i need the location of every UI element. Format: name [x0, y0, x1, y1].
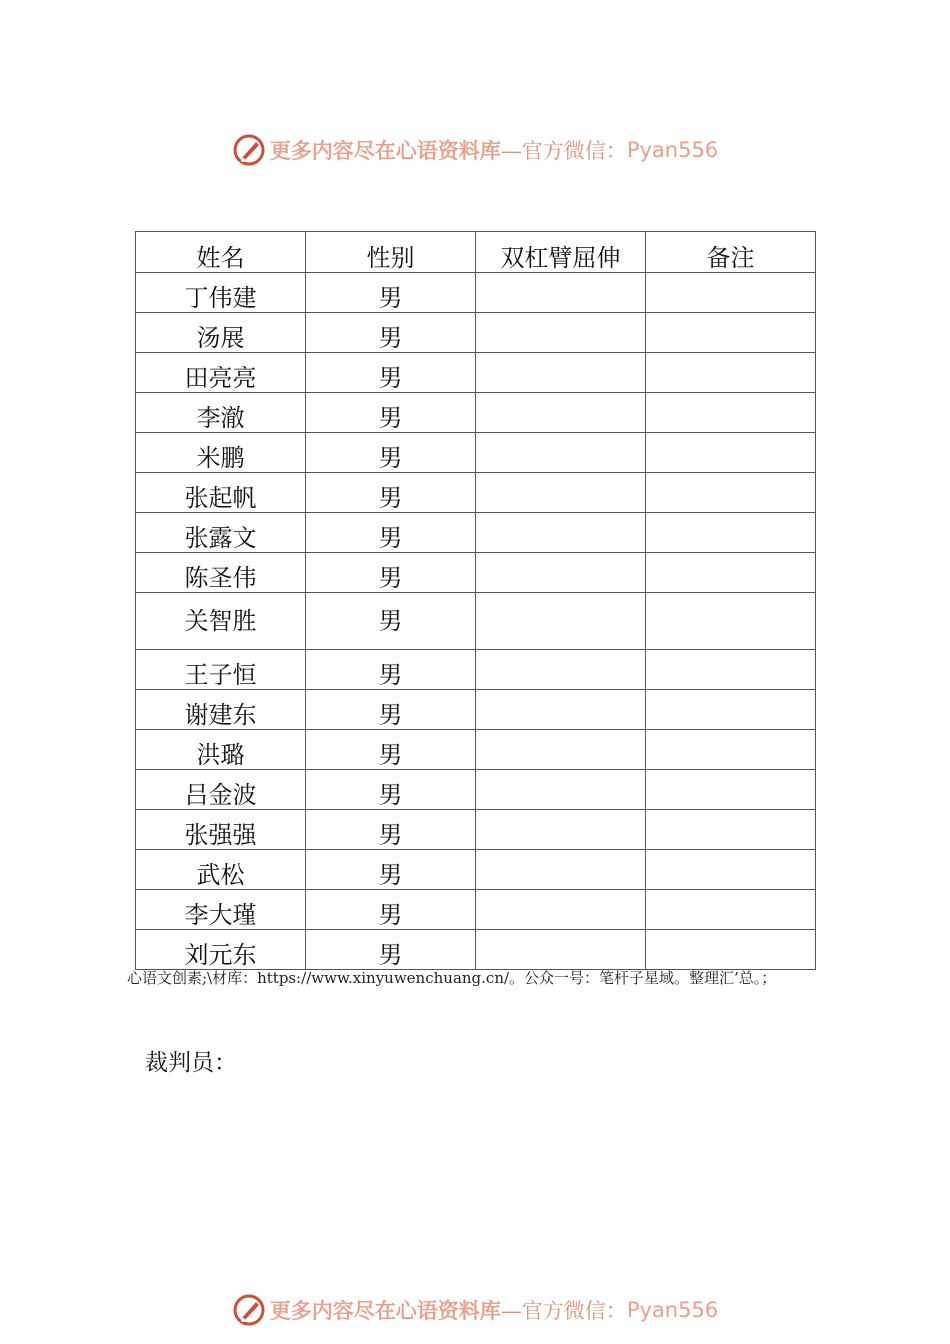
pen-logo-icon — [232, 1293, 266, 1327]
table-row — [136, 850, 816, 890]
table-row — [136, 930, 816, 970]
remarks-cell — [646, 730, 816, 770]
table-row — [136, 473, 816, 513]
remarks-cell — [646, 690, 816, 730]
name-cell: 张起帆 — [136, 473, 306, 513]
remarks-cell — [646, 593, 816, 650]
gender-cell: 男 — [306, 353, 476, 393]
dips-cell — [476, 890, 646, 930]
gender-cell: 男 — [306, 650, 476, 690]
dips-cell — [476, 553, 646, 593]
table-row — [136, 690, 816, 730]
name-cell: 张露文 — [136, 513, 306, 553]
name-cell: 李澈 — [136, 393, 306, 433]
remarks-cell — [646, 433, 816, 473]
dips-cell — [476, 810, 646, 850]
name-cell: 汤展 — [136, 313, 306, 353]
dips-cell — [476, 273, 646, 313]
name-cell: 王子恒 — [136, 650, 306, 690]
banner-sub-text: —官方微信： — [500, 1299, 627, 1323]
dips-cell — [476, 690, 646, 730]
gender-cell: 男 — [306, 273, 476, 313]
gender-cell: 男 — [306, 393, 476, 433]
remarks-cell — [646, 513, 816, 553]
banner-sub-text: —官方微信： — [500, 139, 627, 163]
table-row — [136, 393, 816, 433]
table-header-row — [136, 232, 816, 273]
name-cell: 刘元东 — [136, 930, 306, 970]
banner-wechat-id: Pyan556 — [626, 1298, 719, 1322]
table-row — [136, 593, 816, 650]
name-cell: 田亮亮 — [136, 353, 306, 393]
gender-cell: 男 — [306, 313, 476, 353]
dips-cell — [476, 393, 646, 433]
table-row — [136, 730, 816, 770]
referee-label: 裁判员： — [145, 1050, 237, 1076]
gender-cell: 男 — [306, 473, 476, 513]
remarks-cell — [646, 810, 816, 850]
remarks-cell — [646, 393, 816, 433]
footer-banner — [0, 1290, 950, 1330]
gender-cell: 男 — [306, 770, 476, 810]
roster-body — [136, 273, 816, 970]
dips-cell — [476, 930, 646, 970]
remarks-cell — [646, 890, 816, 930]
remarks-cell — [646, 273, 816, 313]
name-cell: 关智胜 — [136, 593, 306, 650]
name-cell: 洪璐 — [136, 730, 306, 770]
name-cell: 张强强 — [136, 810, 306, 850]
banner-main-text: 更多内容尽在心语资料库 — [269, 138, 501, 163]
table-row — [136, 553, 816, 593]
dips-cell — [476, 850, 646, 890]
dips-cell — [476, 593, 646, 650]
name-cell: 李大瑾 — [136, 890, 306, 930]
dips-cell — [476, 433, 646, 473]
name-cell: 陈圣伟 — [136, 553, 306, 593]
remarks-cell — [646, 850, 816, 890]
remarks-cell — [646, 650, 816, 690]
table-row — [136, 770, 816, 810]
remarks-cell — [646, 313, 816, 353]
remarks-cell — [646, 930, 816, 970]
dips-cell — [476, 650, 646, 690]
remarks-cell — [646, 473, 816, 513]
table-row — [136, 513, 816, 553]
remarks-cell — [646, 353, 816, 393]
name-cell: 吕金波 — [136, 770, 306, 810]
dips-cell — [476, 730, 646, 770]
table-row — [136, 273, 816, 313]
gender-cell: 男 — [306, 810, 476, 850]
dips-cell — [476, 513, 646, 553]
banner-wechat-id: Pyan556 — [626, 138, 719, 162]
remarks-cell — [646, 770, 816, 810]
table-row — [136, 650, 816, 690]
pen-logo-icon — [232, 133, 266, 167]
gender-cell: 男 — [306, 690, 476, 730]
header-name: 姓名 — [136, 232, 306, 273]
dips-cell — [476, 313, 646, 353]
gender-cell: 男 — [306, 553, 476, 593]
roster-table — [135, 231, 816, 970]
dips-cell — [476, 473, 646, 513]
banner-main-text: 更多内容尽在心语资料库 — [269, 1298, 501, 1323]
gender-cell: 男 — [306, 593, 476, 650]
name-cell: 丁伟建 — [136, 273, 306, 313]
gender-cell: 男 — [306, 433, 476, 473]
table-row — [136, 353, 816, 393]
gender-cell: 男 — [306, 850, 476, 890]
dips-cell — [476, 770, 646, 810]
table-row — [136, 890, 816, 930]
gender-cell: 男 — [306, 890, 476, 930]
table-row — [136, 810, 816, 850]
source-note: 心语文创素;\材库：https://www.xinyuwenchuang.cn/。公众一号：笔杆子星域。整理汇’总。； — [127, 969, 777, 987]
gender-cell: 男 — [306, 930, 476, 970]
table-row — [136, 313, 816, 353]
name-cell: 谢建东 — [136, 690, 306, 730]
name-cell: 武松 — [136, 850, 306, 890]
table-row — [136, 433, 816, 473]
header-banner — [0, 130, 950, 170]
gender-cell: 男 — [306, 730, 476, 770]
header-gender: 性别 — [306, 232, 476, 273]
remarks-cell — [646, 553, 816, 593]
name-cell: 米鹏 — [136, 433, 306, 473]
dips-cell — [476, 353, 646, 393]
header-dips: 双杠臂屈伸 — [476, 232, 646, 273]
gender-cell: 男 — [306, 513, 476, 553]
header-remarks: 备注 — [646, 232, 816, 273]
